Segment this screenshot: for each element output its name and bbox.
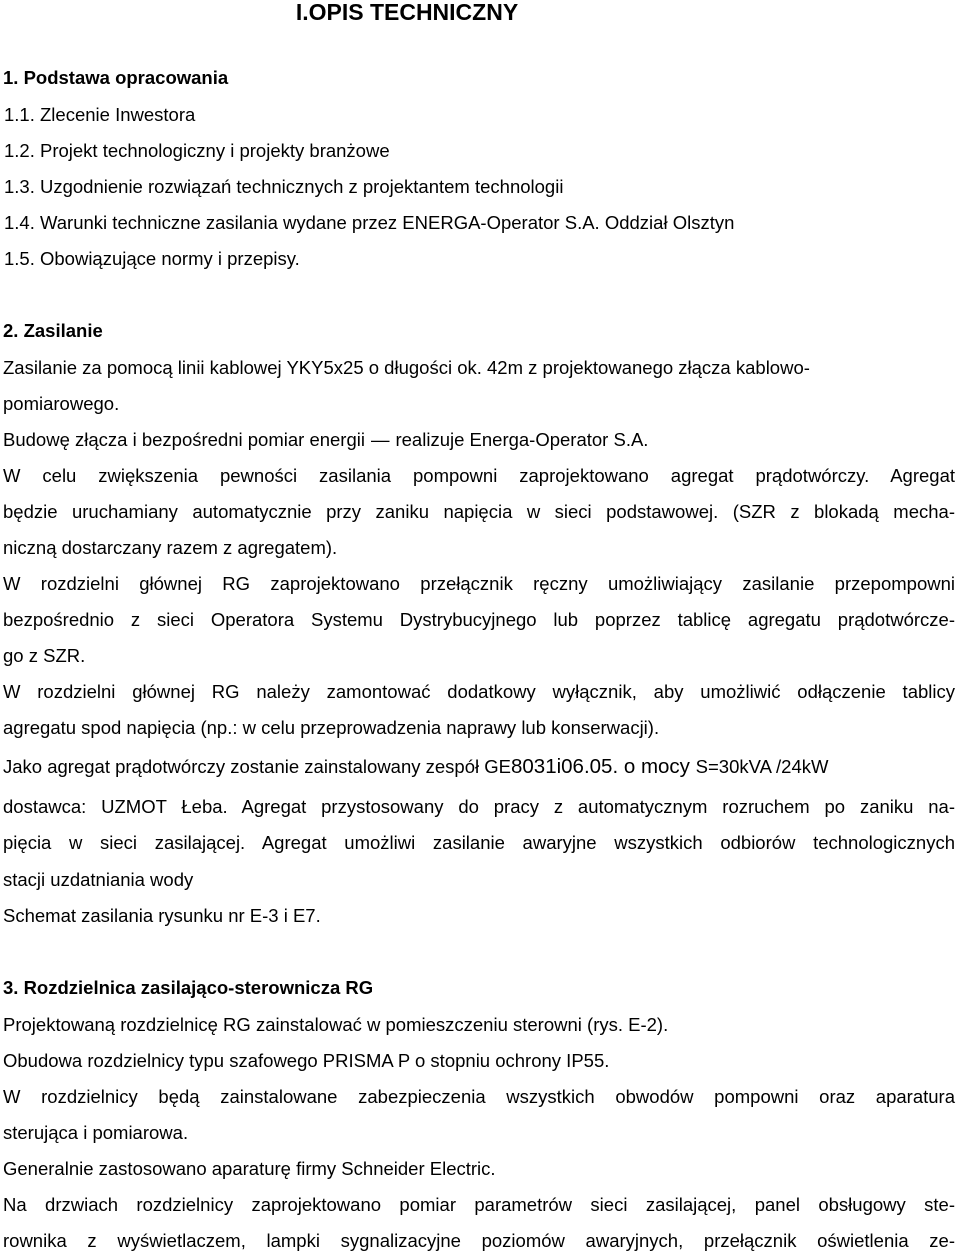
body-line: dostawca: UZMOT Łeba. Agregat przystosowany do pracy z automatycznym rozruchem po zaniku na-	[3, 796, 955, 817]
body-line: Schemat zasilania rysunku nr E-3 i E7.	[3, 905, 321, 926]
body-line: W rozdzielni głównej RG zaprojektowano przełącznik ręczny umożliwiający zasilanie przepompowni	[3, 573, 955, 594]
body-line: pięcia w sieci zasilającej. Agregat umożliwi zasilanie awaryjne wszystkich odbiorów technologicznych	[3, 832, 955, 853]
body-line: W rozdzielnicy będą zainstalowane zabezpieczenia wszystkich obwodów pompowni oraz aparatura	[3, 1086, 955, 1107]
body-line: stacji uzdatniania wody	[3, 869, 194, 890]
body-line: W celu zwiększenia pewności zasilania pompowni zaprojektowano agregat prądotwórczy. Agregat	[3, 465, 955, 486]
realizuje-text: realizuje Energa-Operator S.A.	[395, 429, 649, 450]
agregat-dot: . o mocy	[612, 755, 696, 778]
body-line: go z SZR.	[3, 645, 86, 666]
section-1-item: 1.5. Obowiązujące normy i przepisy.	[4, 248, 300, 269]
body-line: Projektowaną rozdzielnicę RG zainstalować w pomieszczeniu sterowni (rys. E-2).	[3, 1014, 669, 1035]
document-title: I.OPIS TECHNICZNY	[295, 0, 519, 25]
body-line	[3, 429, 648, 451]
body-line: sterująca i pomiarowa.	[3, 1122, 189, 1143]
body-line: Zasilanie za pomocą linii kablowej YKY5x25 o długości ok. 42m z projektowanego złącza kablowo-	[3, 357, 810, 378]
agregat-text: Jako agregat prądotwórczy zostanie zainstalowany zespół GE	[3, 756, 511, 777]
body-line: rownika z wyświetlaczem, lampki sygnalizacyjne poziomów awaryjnych, przełącznik oświetlenia ze-	[3, 1230, 955, 1251]
agregat-line	[3, 756, 828, 778]
section-1-item: 1.2. Projekt technologiczny i projekty branżowe	[4, 140, 390, 161]
section-1-item: 1.4. Warunki techniczne zasilania wydane przez ENERGA-Operator S.A. Oddział Olsztyn	[4, 212, 735, 233]
body-line: agregatu spod napięcia (np.: w celu przeprowadzenia naprawy lub konserwacji).	[3, 717, 660, 738]
agregat-power: S=30kVA /24kW	[695, 756, 829, 777]
body-line: bezpośrednio z sieci Operatora Systemu Dystrybucyjnego lub poprzez tablicę agregatu prądotwórcze-	[3, 609, 955, 630]
body-line: Obudowa rozdzielnicy typu szafowego PRISMA P o stopniu ochrony IP55.	[3, 1050, 610, 1071]
section-1-heading: 1. Podstawa opracowania	[3, 67, 229, 88]
body-line: będzie uruchamiany automatycznie przy zaniku napięcia w sieci podstawowej. (SZR z blokadą mecha-	[3, 501, 955, 522]
budowa-text: Budowę złącza i bezpośredni pomiar energii	[3, 429, 365, 450]
section-1-item: 1.1. Zlecenie Inwestora	[4, 104, 196, 125]
body-line: W rozdzielni głównej RG należy zamontować dodatkowy wyłącznik, aby umożliwić odłączenie tablicy	[3, 681, 955, 702]
body-line: Na drzwiach rozdzielnicy zaprojektowano pomiar parametrów sieci zasilającej, panel obsługowy ste-	[3, 1194, 955, 1215]
body-line: Generalnie zastosowano aparaturę firmy Schneider Electric.	[3, 1158, 496, 1179]
body-line: niczną dostarczany razem z agregatem).	[3, 537, 338, 558]
section-2-heading: 2. Zasilanie	[3, 320, 103, 341]
section-1-item: 1.3. Uzgodnienie rozwiązań technicznych z projektantem technologii	[4, 176, 564, 197]
dash: —	[370, 429, 390, 450]
agregat-model: 8031i06.05	[511, 755, 613, 778]
section-3-heading: 3. Rozdzielnica zasilająco-sterownicza RG	[3, 977, 374, 998]
body-line: pomiarowego.	[3, 393, 120, 414]
